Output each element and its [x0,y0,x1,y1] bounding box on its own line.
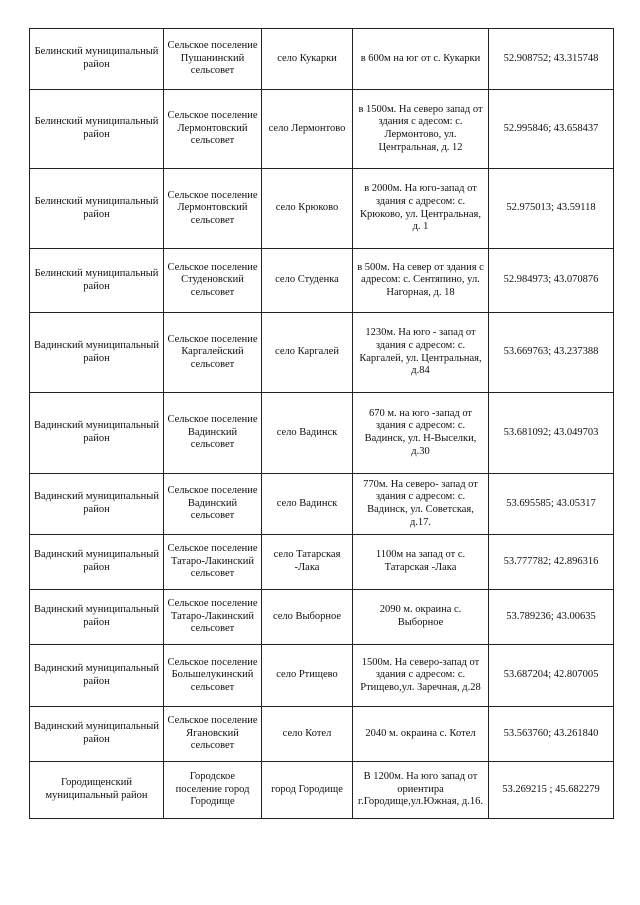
table-row [30,535,614,590]
settlement-cell: Сельское поселение Вадинский сельсовет [164,474,262,535]
coordinates-cell: 53.687204; 42.807005 [489,645,614,707]
settlement-cell: Сельское поселение Пушанинский сельсовет [164,29,262,90]
locality-cell: село Татарская -Лака [262,535,353,590]
location-cell: 1500м. На северо-запад от здания с адресом: с. Ртищево,ул. Заречная, д.28 [353,645,489,707]
coordinates-cell: 53.777782; 42.896316 [489,535,614,590]
district-cell: Вадинский муниципальный район [30,313,164,393]
coordinates-cell: 53.789236; 43.00635 [489,590,614,645]
location-cell: В 1200м. На юго запад от ориентира г.Городище,ул.Южная, д.16. [353,762,489,819]
table-row [30,474,614,535]
locality-cell: село Лермонтово [262,90,353,169]
coordinates-cell: 53.563760; 43.261840 [489,707,614,762]
locality-cell: село Студенка [262,249,353,313]
locality-cell: село Вадинск [262,393,353,474]
settlement-cell: Сельское поселение Вадинский сельсовет [164,393,262,474]
district-cell: Вадинский муниципальный район [30,535,164,590]
sites-table [29,28,614,819]
location-cell: в 600м на юг от с. Кукарки [353,29,489,90]
settlement-cell: Сельское поселение Студеновский сельсовет [164,249,262,313]
location-cell: в 2000м. На юго-запад от здания с адресом: с. Крюково, ул. Центральная, д. 1 [353,169,489,249]
settlement-cell: Сельское поселение Ягановский сельсовет [164,707,262,762]
coordinates-cell: 52.908752; 43.315748 [489,29,614,90]
coordinates-cell: 53.681092; 43.049703 [489,393,614,474]
settlement-cell: Сельское поселение Лермонтовский сельсовет [164,90,262,169]
district-cell: Вадинский муниципальный район [30,474,164,535]
district-cell: Вадинский муниципальный район [30,590,164,645]
locality-cell: село Кукарки [262,29,353,90]
table-row [30,29,614,90]
settlement-cell: Сельское поселение Большелукинский сельсовет [164,645,262,707]
district-cell: Белинский муниципальный район [30,169,164,249]
locality-cell: село Каргалей [262,313,353,393]
district-cell: Вадинский муниципальный район [30,707,164,762]
location-cell: в 1500м. На северо запад от здания с адесом: с. Лермонтово, ул. Центральная, д. 12 [353,90,489,169]
locality-cell: село Крюково [262,169,353,249]
coordinates-cell: 52.984973; 43.070876 [489,249,614,313]
table-row [30,707,614,762]
table-row [30,249,614,313]
district-cell: Городищенский муниципальный район [30,762,164,819]
coordinates-cell: 53.669763; 43.237388 [489,313,614,393]
location-cell: 2090 м. окраина с. Выборное [353,590,489,645]
table-row [30,169,614,249]
location-cell: 1230м. На юго - запад от здания с адресом: с. Каргалей, ул. Центральная, д.84 [353,313,489,393]
settlement-cell: Сельское поселение Каргалейский сельсовет [164,313,262,393]
locality-cell: город Городище [262,762,353,819]
location-cell: 770м. На северо- запад от здания с адресом: с. Вадинск, ул. Советская, д.17. [353,474,489,535]
settlement-cell: Сельское поселение Лермонтовский сельсовет [164,169,262,249]
table-row [30,90,614,169]
coordinates-cell: 53.269215 ; 45.682279 [489,762,614,819]
settlement-cell: Сельское поселение Татаро-Лакинский сельсовет [164,590,262,645]
district-cell: Вадинский муниципальный район [30,645,164,707]
location-cell: 670 м. на юго -запад от здания с адресом: с. Вадинск, ул. Н-Выселки, д.30 [353,393,489,474]
district-cell: Белинский муниципальный район [30,29,164,90]
sites-table-body [30,29,614,819]
settlement-cell: Городское поселение город Городище [164,762,262,819]
table-row [30,313,614,393]
settlement-cell: Сельское поселение Татаро-Лакинский сельсовет [164,535,262,590]
district-cell: Белинский муниципальный район [30,90,164,169]
locality-cell: село Выборное [262,590,353,645]
table-row [30,590,614,645]
coordinates-cell: 52.995846; 43.658437 [489,90,614,169]
locality-cell: село Вадинск [262,474,353,535]
locality-cell: село Котел [262,707,353,762]
locality-cell: село Ртищево [262,645,353,707]
location-cell: 2040 м. окраина с. Котел [353,707,489,762]
district-cell: Вадинский муниципальный район [30,393,164,474]
district-cell: Белинский муниципальный район [30,249,164,313]
location-cell: в 500м. На север от здания с адресом: с. Сентяпино, ул. Нагорная, д. 18 [353,249,489,313]
coordinates-cell: 52.975013; 43.59118 [489,169,614,249]
table-row [30,393,614,474]
location-cell: 1100м на запад от с. Татарская -Лака [353,535,489,590]
table-row [30,762,614,819]
table-row [30,645,614,707]
coordinates-cell: 53.695585; 43.05317 [489,474,614,535]
